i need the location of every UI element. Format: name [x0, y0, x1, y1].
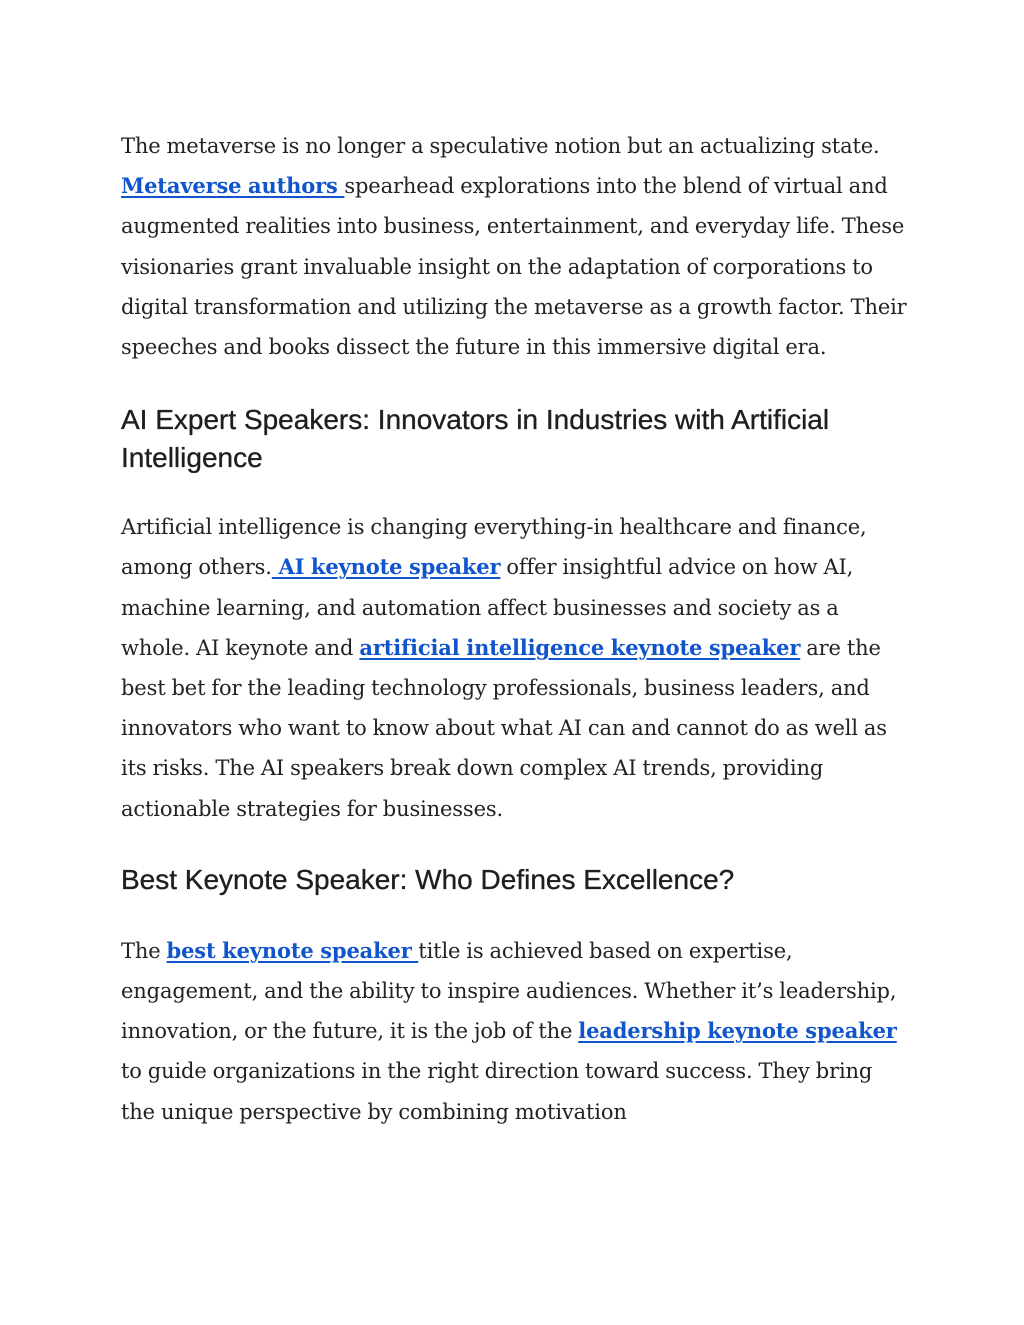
ai-paragraph-text-1: Artificial intelligence is changing everything-in healthcare and finance, among others.: [121, 515, 867, 580]
best-keynote-speaker-link[interactable]: best keynote speaker: [166, 937, 419, 963]
best-keynote-paragraph-text-2: title is achieved based on expertise, engagement, and the ability to inspire audiences. Whether it’s leadership, innovation, or the future, it is the job of the: [121, 938, 897, 1044]
document-page: [121, 126, 911, 1132]
ai-paragraph: [121, 507, 911, 829]
best-keynote-paragraph-text-1: The: [121, 938, 167, 963]
metaverse-authors-link[interactable]: Metaverse authors: [121, 173, 345, 199]
metaverse-paragraph-text-1: The metaverse is no longer a speculative notion but an actualizing state.: [121, 134, 880, 158]
best-keynote-speaker-heading: Best Keynote Speaker: Who Defines Excellence?: [121, 863, 735, 895]
best-keynote-paragraph: [121, 931, 911, 1132]
best-keynote-paragraph-text-3: to guide organizations in the right direction toward success. They bring the unique perspective by combining motivation: [121, 1059, 873, 1124]
leadership-keynote-speaker-link[interactable]: leadership keynote speaker: [578, 1018, 897, 1044]
ai-paragraph-text-2: offer insightful advice on how AI, machine learning, and automation affect businesses and society as a whole. AI keynote and: [121, 555, 854, 660]
ai-expert-speakers-heading: AI Expert Speakers: Innovators in Industries with Artificial Intelligence: [121, 404, 830, 474]
ai-paragraph-text-3: are the best bet for the leading technology professionals, business leaders, and innovators who want to know about what AI can and cannot do as well as its risks. The AI speakers break down complex AI trends, providing actionable strategies for businesses.: [121, 635, 887, 821]
artificial-intelligence-keynote-speaker-link[interactable]: artificial intelligence keynote speaker: [359, 634, 801, 660]
metaverse-paragraph-text-2: spearhead explorations into the blend of virtual and augmented realities into business, entertainment, and everyday life. These visionaries grant invaluable insight on the adaptation of corporations to digital transformation and utilizing the metaverse as a growth factor. Their speeches and books dissect the future in this immersive digital era.: [121, 174, 907, 360]
metaverse-paragraph: [121, 126, 911, 367]
ai-keynote-speaker-link[interactable]: AI keynote speaker: [271, 554, 501, 580]
